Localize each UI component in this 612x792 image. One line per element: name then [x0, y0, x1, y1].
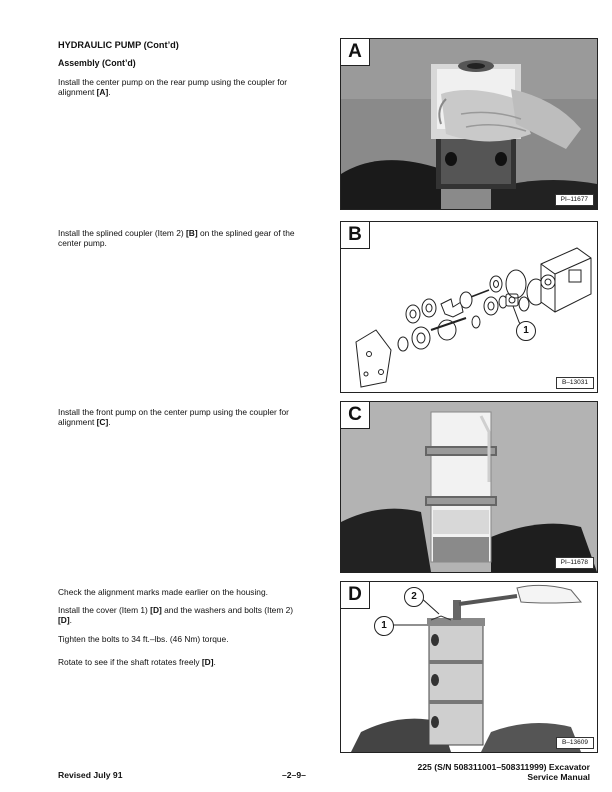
- figure-a-photo: [341, 39, 597, 209]
- section-subheading: Assembly (Cont’d): [58, 58, 136, 68]
- callout-1-d: 1: [374, 616, 394, 636]
- figure-b: [340, 221, 598, 393]
- step-c-text: Install the front pump on the center pump using the coupler for alignment [C].: [58, 407, 289, 428]
- step-d-install-text: Install the cover (Item 1) [D] and the washers and bolts (Item 2) [D].: [58, 605, 294, 626]
- figure-letter-a: A: [341, 39, 370, 66]
- figure-code-a: PI–11677: [555, 194, 594, 206]
- footer-manual: Service Manual: [527, 772, 590, 782]
- figure-letter-d: D: [341, 582, 370, 609]
- figure-a: [340, 38, 598, 210]
- callout-2-d: 2: [404, 587, 424, 607]
- step-d-check-text: Check the alignment marks made earlier on the housing.: [58, 587, 268, 597]
- figure-code-b: B–13031: [556, 377, 594, 389]
- figure-c: [340, 401, 598, 573]
- figure-c-photo: [341, 402, 597, 572]
- footer-model: 225 (S/N 508311001–508311999) Excavator: [417, 762, 590, 772]
- figure-b-exploded-drawing: [341, 222, 597, 392]
- figure-d: [340, 581, 598, 753]
- step-a-text: Install the center pump on the rear pump using the coupler for alignment [A].: [58, 77, 288, 98]
- figure-letter-c: C: [341, 402, 370, 429]
- step-b-text: Install the splined coupler (Item 2) [B] on the splined gear of the center pump.: [58, 228, 295, 249]
- footer-page-number: –2–9–: [282, 770, 306, 780]
- step-d-rotate-text: Rotate to see if the shaft rotates freely [D].: [58, 657, 216, 667]
- footer-revised: Revised July 91: [58, 770, 123, 780]
- figure-letter-b: B: [341, 222, 370, 249]
- callout-1-b: 1: [516, 321, 536, 341]
- figure-code-c: PI–11678: [555, 557, 594, 569]
- figure-code-d: B–13609: [556, 737, 594, 749]
- step-d-torque-text: Tighten the bolts to 34 ft.–lbs. (46 Nm) torque.: [58, 634, 229, 644]
- figure-d-photo: [341, 582, 597, 752]
- section-heading: HYDRAULIC PUMP (Cont’d): [58, 40, 179, 50]
